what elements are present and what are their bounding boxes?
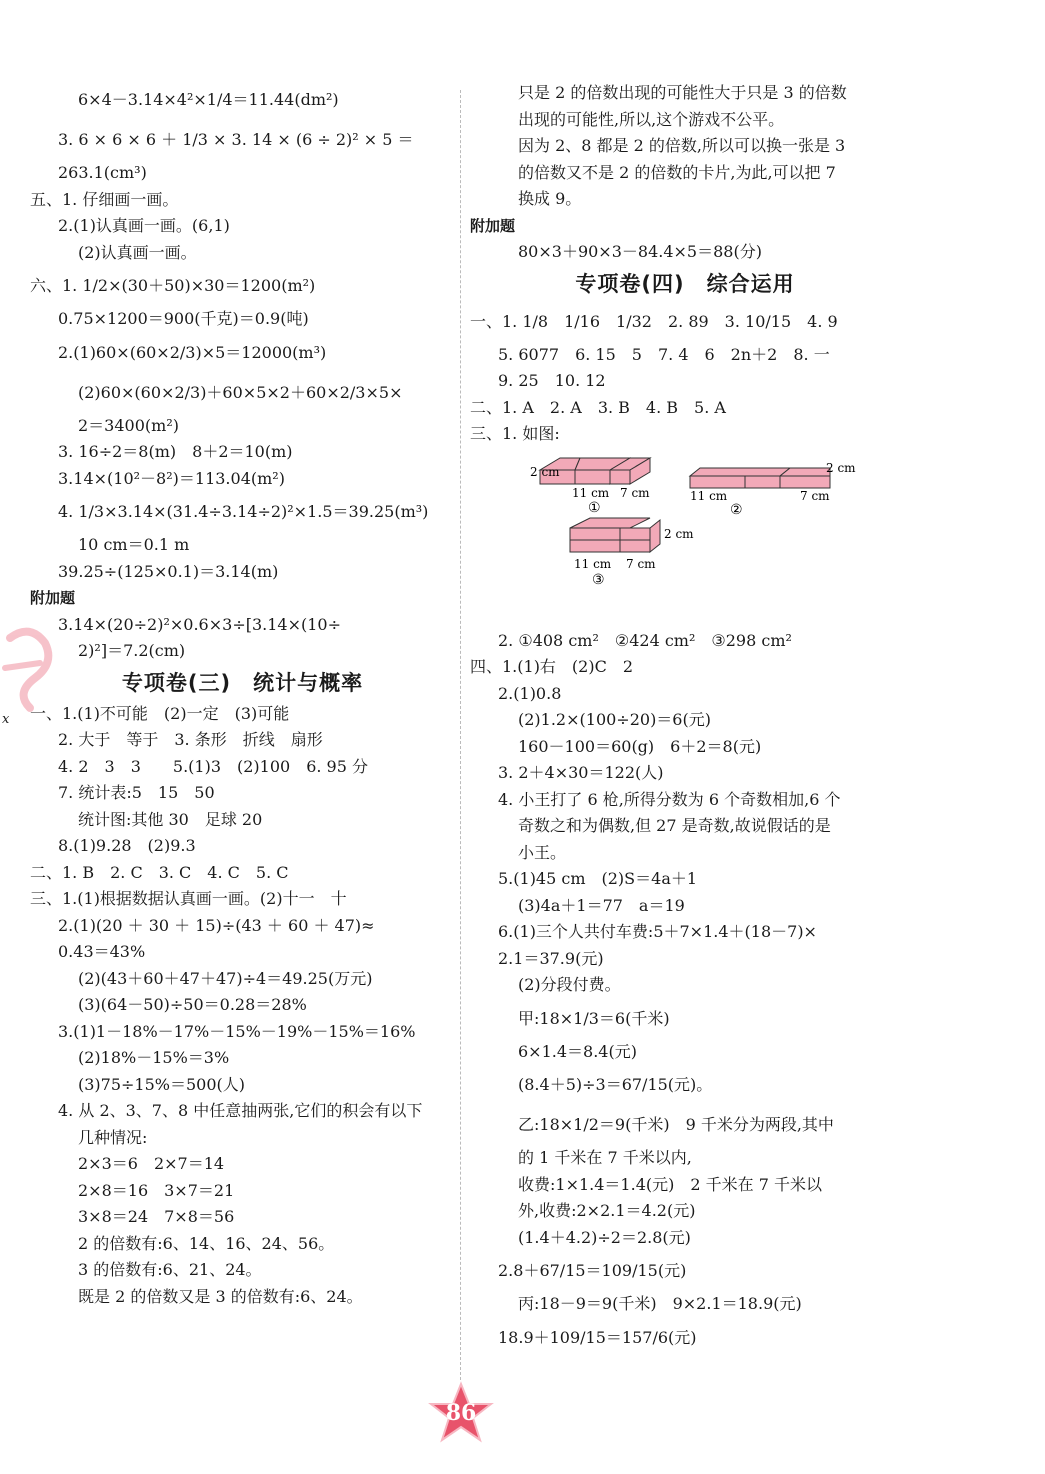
right-bottom-line: 收费:1×1.4＝1.4(元) 2 千米在 7 千米以 (518, 1174, 822, 1194)
left-line: 3×8＝24 7×8＝56 (78, 1207, 235, 1226)
right-top-line: 的倍数又不是 2 的倍数的卡片,为此,可以把 7 (518, 162, 836, 182)
left-line: 2)²]＝7.2(cm) (78, 641, 186, 660)
left-line: 3. 6 × 6 × 6 ＋ 1/3 × 3. 14 × (6 ÷ 2)² × 5 ＝ (58, 130, 414, 149)
right-bottom-line: 丙:18－9＝9(千米) 9×2.1＝18.9(元) (518, 1294, 802, 1313)
left-line: 0.75×1200＝900(千克)＝0.9(吨) (58, 309, 309, 328)
box1-height-label: 2 cm (530, 464, 560, 479)
right-bottom-line: 的 1 千米在 7 千米以内, (518, 1148, 692, 1167)
right-top-block (470, 80, 900, 448)
margin-mark: x (2, 712, 10, 727)
left-line: 0.43＝43% (58, 942, 146, 961)
right-top-line: 一、1. 1/8 1/16 1/32 2. 89 3. 10/15 4. 9 (470, 311, 838, 331)
right-top-line: 换成 9。 (518, 189, 582, 208)
right-bottom-line: (2)1.2×(100÷20)＝6(元) (518, 710, 711, 729)
cuboid-3 (570, 518, 660, 552)
left-line: 3 的倍数有:6、21、24。 (78, 1260, 262, 1279)
right-bottom-line: 甲:18×1/3＝6(千米) (518, 1008, 670, 1028)
left-line: 2×8＝16 3×7＝21 (78, 1180, 235, 1200)
left-line: 2×3＝6 2×7＝14 (78, 1154, 225, 1173)
right-bottom-line: 5.(1)45 cm (2)S＝4a＋1 (498, 869, 698, 888)
left-line: 附加题 (30, 589, 76, 607)
right-top-line: 出现的可能性,所以,这个游戏不公平。 (518, 109, 785, 129)
column-divider (460, 90, 461, 1380)
right-bottom-line: 2. ①408 cm² ②424 cm² ③298 cm² (498, 630, 792, 650)
left-line: 263.1(cm³) (58, 163, 147, 182)
right-column (470, 80, 900, 1358)
right-top-line: 附加题 (470, 216, 516, 235)
left-line: 2＝3400(m²) (78, 415, 179, 435)
left-line: 专项卷(三) 统计与概率 (121, 670, 364, 695)
left-line: 8.(1)9.28 (2)9.3 (58, 836, 196, 855)
left-line: 既是 2 的倍数又是 3 的倍数有:6、24。 (78, 1286, 363, 1306)
box2-number: ② (730, 501, 743, 518)
left-line: 7. 统计表:5 15 50 (58, 783, 215, 802)
left-line: 39.25÷(125×0.1)＝3.14(m) (58, 561, 279, 581)
left-line: 一、1.(1)不可能 (2)一定 (3)可能 (30, 703, 290, 723)
left-line: (2)认真画一画。 (78, 242, 197, 262)
page-number-badge (428, 1382, 494, 1444)
right-top-line: 9. 25 10. 12 (498, 371, 606, 390)
left-line: 2.(1)60×(60×2/3)×5＝12000(m³) (58, 342, 327, 362)
right-bottom-line: (1.4＋4.2)÷2＝2.8(元) (518, 1227, 691, 1247)
left-line: 4. 从 2、3、7、8 中任意抽两张,它们的积会有以下 (58, 1101, 423, 1120)
left-line: 二、1. B 2. C 3. C 4. C 5. C (30, 862, 289, 882)
left-line: 三、1.(1)根据数据认真画一画。(2)十一 十 (30, 889, 347, 908)
left-line: 2 的倍数有:6、14、16、24、56。 (78, 1233, 335, 1253)
left-line: (2)60×(60×2/3)＋60×5×2＋60×2/3×5× (78, 382, 403, 402)
left-line: 五、1. 仔细画一画。 (30, 189, 179, 209)
right-bottom-line: 4. 小王打了 6 枪,所得分数为 6 个奇数相加,6 个 (498, 789, 841, 809)
right-bottom-line: 6.(1)三个人共付车费:5＋7×1.4＋(18－7)× (498, 922, 817, 941)
left-line: 2. 大于 等于 3. 条形 折线 扇形 (58, 730, 323, 749)
left-line: 6×4－3.14×4²×1/4＝11.44(dm²) (78, 90, 339, 109)
left-line: 几种情况: (78, 1127, 148, 1147)
right-top-line: 只是 2 的倍数出现的可能性大于只是 3 的倍数 (518, 83, 847, 102)
right-bottom-line: 2.1＝37.9(元) (498, 948, 604, 968)
right-bottom-line: 3. 2＋4×30＝122(人) (498, 763, 664, 782)
right-bottom-line: 2.8＋67/15＝109/15(元) (498, 1261, 687, 1280)
right-top-line: 5. 6077 6. 15 5 7. 4 6 2n＋2 8. 一 (498, 344, 830, 364)
box2-width-label: 7 cm (800, 488, 830, 503)
cuboid-2 (690, 468, 830, 488)
box3-number: ③ (592, 571, 605, 588)
right-top-line: 因为 2、8 都是 2 的倍数,所以可以换一张是 3 (518, 136, 846, 155)
left-line: 3. 16÷2＝8(m) 8＋2＝10(m) (58, 442, 293, 461)
right-top-line: 二、1. A 2. A 3. B 4. B 5. A (470, 397, 726, 417)
right-bottom-line: 四、1.(1)右 (2)C 2 (470, 657, 634, 676)
left-line: 3.14×(20÷2)²×0.6×3÷[3.14×(10÷ (58, 614, 341, 634)
page-number: 86 (445, 1400, 477, 1426)
left-line: 2.(1)认真画一画。(6,1) (58, 216, 230, 235)
left-line: 六、1. 1/2×(30＋50)×30＝1200(m²) (30, 276, 316, 295)
box2-length-label: 11 cm (690, 488, 728, 503)
right-bottom-line: 18.9＋109/15＝157/6(元) (498, 1327, 697, 1347)
left-line: (3)(64－50)÷50＝0.28＝28% (78, 995, 307, 1014)
right-bottom-line: (8.4＋5)÷3＝67/15(元)。 (518, 1075, 713, 1094)
box1-length-label: 11 cm (572, 485, 610, 500)
left-line: (2)18%－15%＝3% (78, 1048, 230, 1067)
right-bottom-line: 乙:18×1/2＝9(千米) 9 千米分为两段,其中 (518, 1115, 834, 1134)
cuboid-diagram (530, 448, 856, 618)
right-bottom-line: (2)分段付费。 (518, 975, 621, 994)
right-bottom-line: 外,收费:2×2.1＝4.2(元) (518, 1201, 696, 1220)
left-line: (3)75÷15%＝500(人) (78, 1074, 246, 1094)
left-line: (2)(43＋60＋47＋47)÷4＝49.25(万元) (78, 968, 373, 988)
box3-height-label: 2 cm (664, 526, 694, 541)
left-line: 3.14×(10²－8²)＝113.04(m²) (58, 468, 285, 488)
right-bottom-block (470, 628, 900, 1358)
right-top-line: 三、1. 如图: (470, 424, 560, 443)
right-bottom-line: 160－100＝60(g) 6＋2＝8(元) (518, 736, 762, 756)
left-line: 4. 1/3×3.14×(31.4÷3.14÷2)²×1.5＝39.25(m³) (58, 502, 429, 521)
cuboid-figures (470, 448, 900, 628)
right-top-line: 80×3＋90×3－84.4×5＝88(分) (518, 242, 762, 261)
left-line: 3.(1)1－18%－17%－15%－19%－15%＝16% (58, 1021, 416, 1041)
left-line: 10 cm＝0.1 m (78, 535, 190, 554)
box3-width-label: 7 cm (626, 556, 656, 571)
right-bottom-line: 6×1.4＝8.4(元) (518, 1041, 637, 1061)
right-bottom-line: 小王。 (518, 842, 567, 862)
box2-height-label: 2 cm (826, 460, 856, 475)
box1-width-label: 7 cm (620, 485, 650, 500)
right-top-line: 专项卷(四) 综合运用 (575, 271, 795, 296)
left-line: 4. 2 3 3 5.(1)3 (2)100 6. 95 分 (58, 756, 369, 776)
left-line: 统计图:其他 30 足球 20 (78, 809, 263, 829)
box1-number: ① (588, 499, 601, 516)
right-bottom-line: (3)4a＋1＝77 a＝19 (518, 895, 685, 915)
right-bottom-line: 2.(1)0.8 (498, 683, 562, 703)
right-bottom-line: 奇数之和为偶数,但 27 是奇数,故说假话的是 (518, 816, 831, 835)
left-column (30, 80, 455, 1310)
box3-length-label: 11 cm (574, 556, 612, 571)
left-line: 2.(1)(20 ＋ 30 ＋ 15)÷(43 ＋ 60 ＋ 47)≈ (58, 915, 375, 935)
